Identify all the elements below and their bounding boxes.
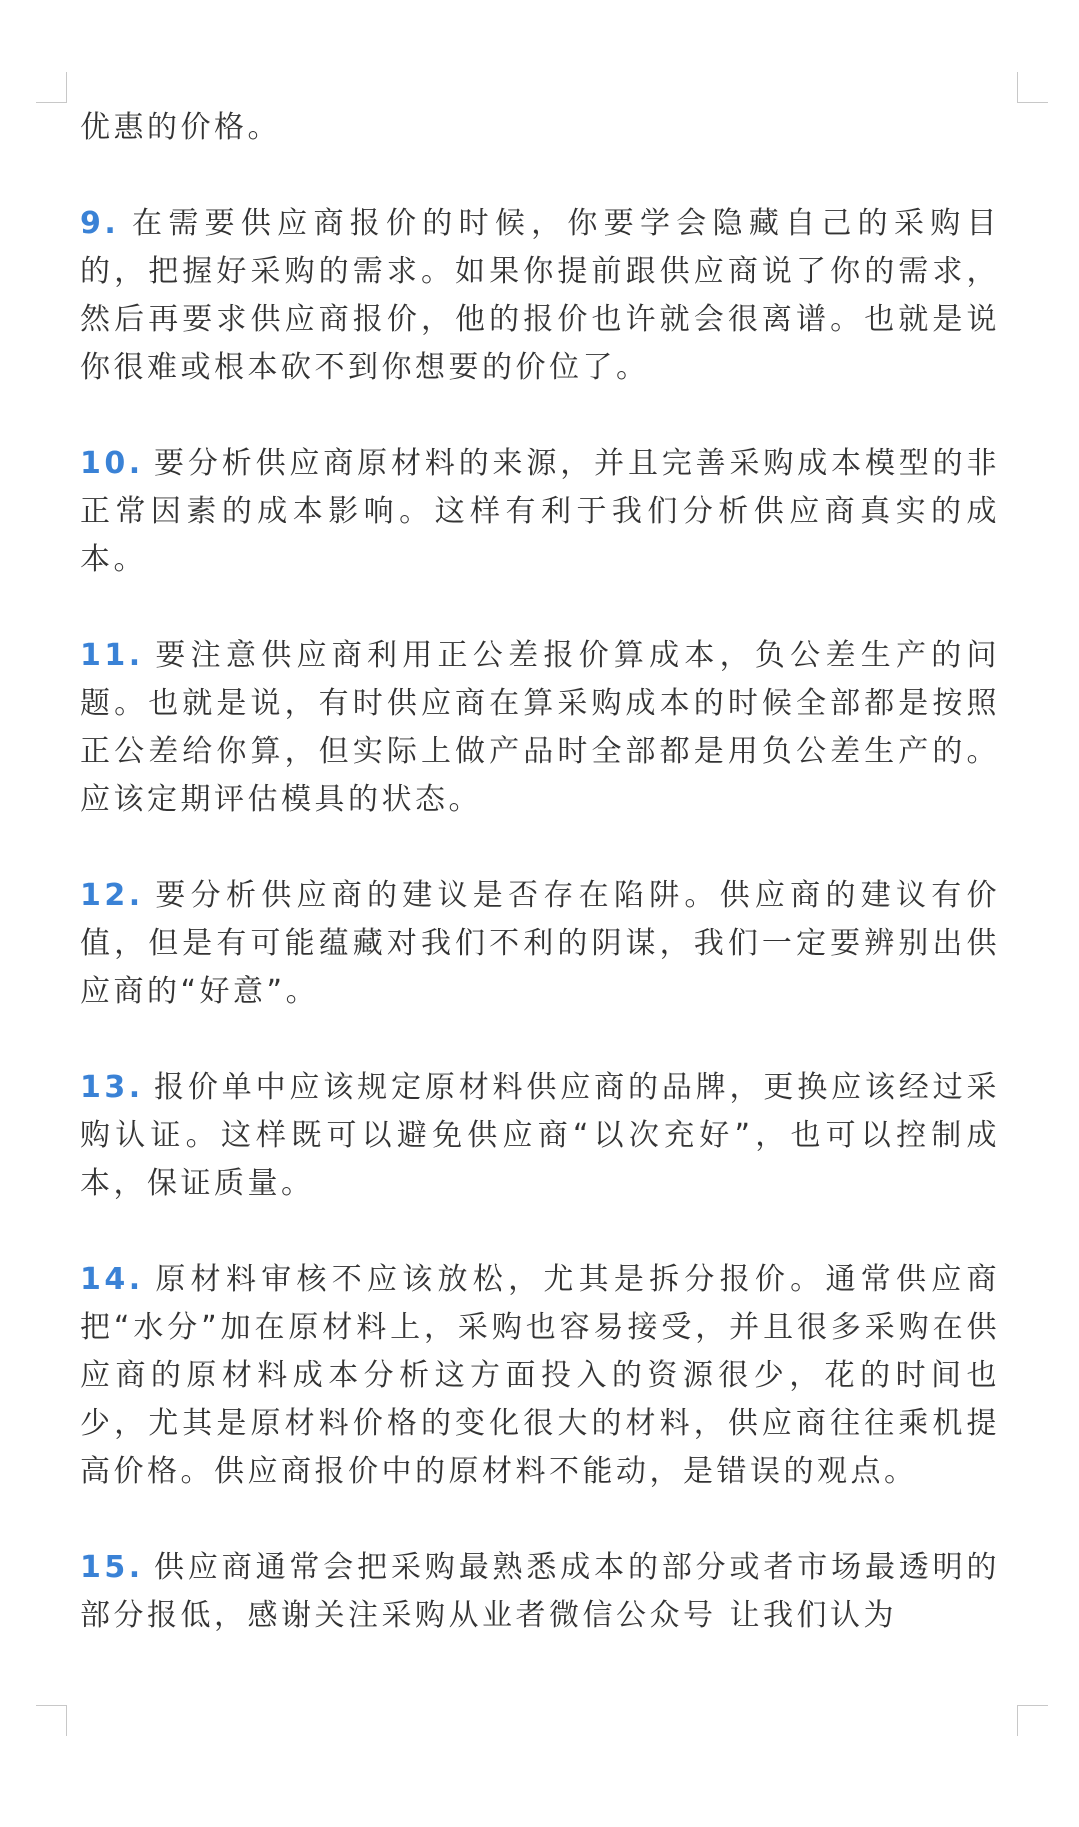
paragraph-text: 在需要供应商报价的时候，你要学会隐藏自己的采购目的，把握好采购的需求。如果你提前跟供应商说了你的需求，然后再要求供应商报价，他的报价也许就会很离谱。也就是说你很难或根本砍不到你想要的价位了。 bbox=[80, 206, 1000, 385]
paragraph-continuation bbox=[80, 104, 1000, 152]
item-number: 13. bbox=[80, 1070, 144, 1105]
list-item-13 bbox=[80, 1064, 1000, 1208]
paragraph-text: 供应商通常会把采购最熟悉成本的部分或者市场最透明的部分报低，感谢关注采购从业者微信公众号 让我们认为 bbox=[80, 1550, 1000, 1633]
paragraph-text: 要分析供应商原材料的来源，并且完善采购成本模型的非正常因素的成本影响。这样有利于我们分析供应商真实的成本。 bbox=[80, 446, 1000, 577]
crop-mark-top-left bbox=[36, 72, 67, 103]
list-item-14 bbox=[80, 1256, 1000, 1496]
item-number: 15. bbox=[80, 1550, 144, 1585]
paragraph-text: 优惠的价格。 bbox=[80, 110, 281, 145]
paragraph-text: 报价单中应该规定原材料供应商的品牌，更换应该经过采购认证。这样既可以避免供应商“以次充好”，也可以控制成本，保证质量。 bbox=[80, 1070, 1000, 1201]
document-body bbox=[80, 104, 1000, 1688]
paragraph-text: 要注意供应商利用正公差报价算成本，负公差生产的问题。也就是说，有时供应商在算采购成本的时候全部都是按照正公差给你算，但实际上做产品时全部都是用负公差生产的。应该定期评估模具的状态。 bbox=[80, 638, 1000, 817]
list-item-12 bbox=[80, 872, 1000, 1016]
paragraph-text: 要分析供应商的建议是否存在陷阱。供应商的建议有价值，但是有可能蕴藏对我们不利的阴谋，我们一定要辨别出供应商的“好意”。 bbox=[80, 878, 1000, 1009]
crop-mark-bottom-left bbox=[36, 1705, 67, 1736]
list-item-10 bbox=[80, 440, 1000, 584]
item-number: 11. bbox=[80, 638, 144, 673]
item-number: 10. bbox=[80, 446, 144, 481]
item-number: 14. bbox=[80, 1262, 144, 1297]
crop-mark-bottom-right bbox=[1017, 1705, 1048, 1736]
crop-mark-top-right bbox=[1017, 72, 1048, 103]
list-item-11 bbox=[80, 632, 1000, 824]
paragraph-text: 原材料审核不应该放松，尤其是拆分报价。通常供应商把“水分”加在原材料上，采购也容易接受，并且很多采购在供应商的原材料成本分析这方面投入的资源很少，花的时间也少，尤其是原材料价格的变化很大的材料，供应商往往乘机提高价格。供应商报价中的原材料不能动，是错误的观点。 bbox=[80, 1262, 1000, 1489]
item-number: 9. bbox=[80, 206, 120, 241]
list-item-15 bbox=[80, 1544, 1000, 1640]
item-number: 12. bbox=[80, 878, 144, 913]
list-item-9 bbox=[80, 200, 1000, 392]
